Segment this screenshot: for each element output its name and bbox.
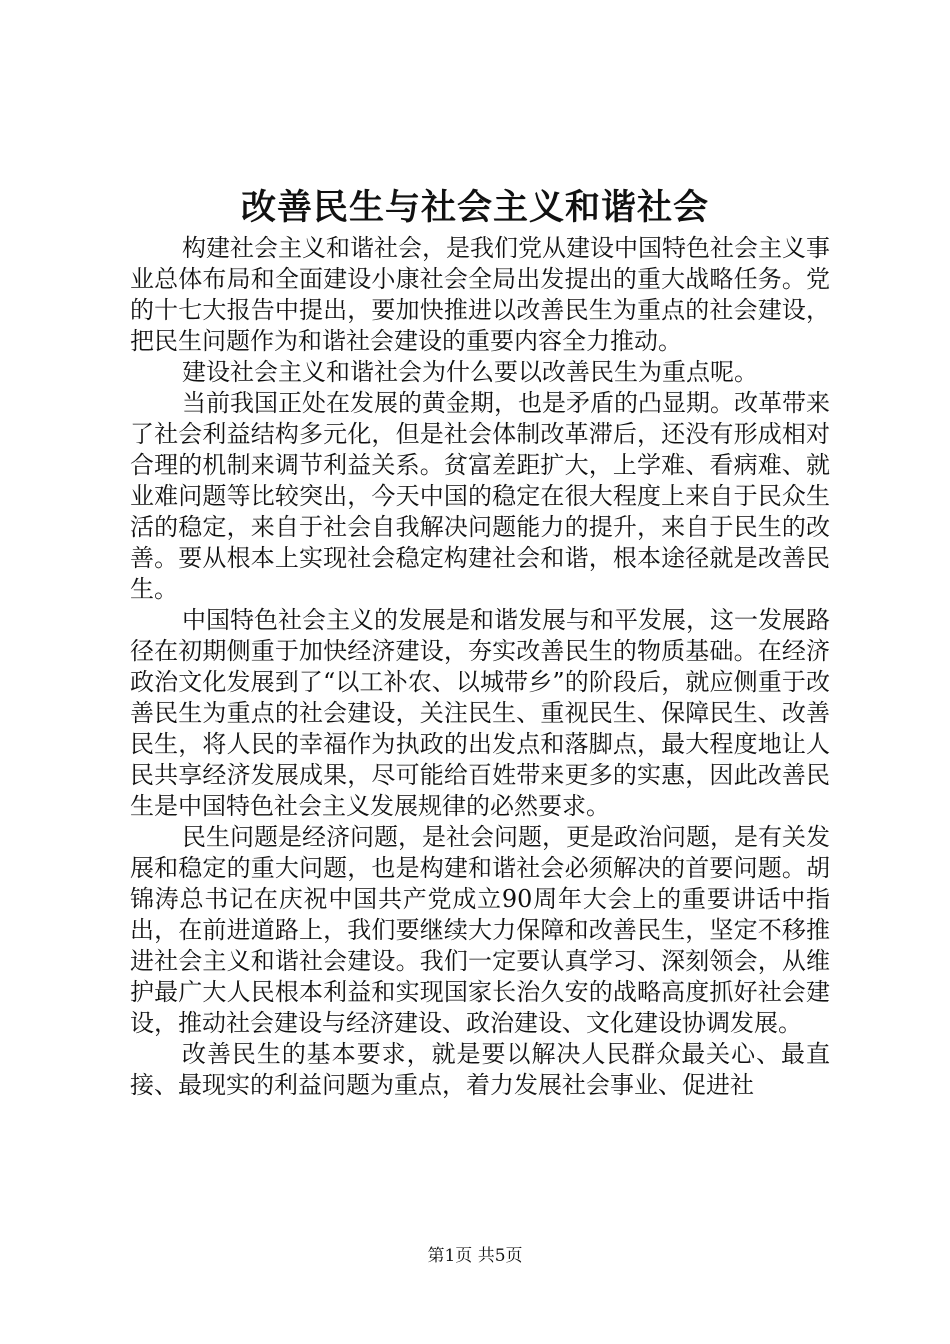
document-body bbox=[130, 233, 830, 1101]
document-title: 改善民生与社会主义和谐社会 bbox=[240, 187, 709, 228]
paragraph-5: 民生问题是经济问题，是社会问题，更是政治问题，是有关发展和稳定的重大问题，也是构建和谐社会必须解决的首要问题。胡锦涛总书记在庆祝中国共产党成立90周年大会上的重要讲话中指出，在前进道路上，我们要继续大力保障和改善民生，坚定不移推进社会主义和谐社会建设。我们一定要认真学习、深刻领会，从维护最广大人民根本利益和实现国家长治久安的战略高度抓好社会建设，推动社会建设与经济建设、政治建设、文化建设协调发展。 bbox=[130, 823, 830, 1037]
paragraph-1: 构建社会主义和谐社会，是我们党从建设中国特色社会主义事业总体布局和全面建设小康社会全局出发提出的重大战略任务。党的十七大报告中提出，要加快推进以改善民生为重点的社会建设，把民生问题作为和谐社会建设的重要内容全力推动。 bbox=[130, 234, 830, 355]
paragraph-3: 当前我国正处在发展的黄金期，也是矛盾的凸显期。改革带来了社会利益结构多元化，但是社会体制改革滞后，还没有形成相对合理的机制来调节利益关系。贫富差距扩大，上学难、看病难、就业难问题等比较突出，今天中国的稳定在很大程度上来自于民众生活的稳定，来自于社会自我解决问题能力的提升，来自于民生的改善。要从根本上实现社会稳定构建社会和谐，根本途径就是改善民生。 bbox=[130, 389, 830, 603]
paragraph-2: 建设社会主义和谐社会为什么要以改善民生为重点呢。 bbox=[182, 358, 758, 386]
paragraph-4: 中国特色社会主义的发展是和谐发展与和平发展，这一发展路径在初期侧重于加快经济建设，夯实改善民生的物质基础。在经济政治文化发展到了“以工补农、以城带乡”的阶段后，就应侧重于改善民生为重点的社会建设，关注民生、重视民生、保障民生、改善民生，将人民的幸福作为执政的出发点和落脚点，最大程度地让人民共享经济发展成果，尽可能给百姓带来更多的实惠，因此改善民生是中国特色社会主义发展规律的必然要求。 bbox=[130, 606, 830, 820]
page-number-footer: 第1页 共5页 bbox=[427, 1246, 523, 1266]
paragraph-6: 改善民生的基本要求，就是要以解决人民群众最关心、最直接、最现实的利益问题为重点，着力发展社会事业、促进社 bbox=[130, 1040, 830, 1099]
